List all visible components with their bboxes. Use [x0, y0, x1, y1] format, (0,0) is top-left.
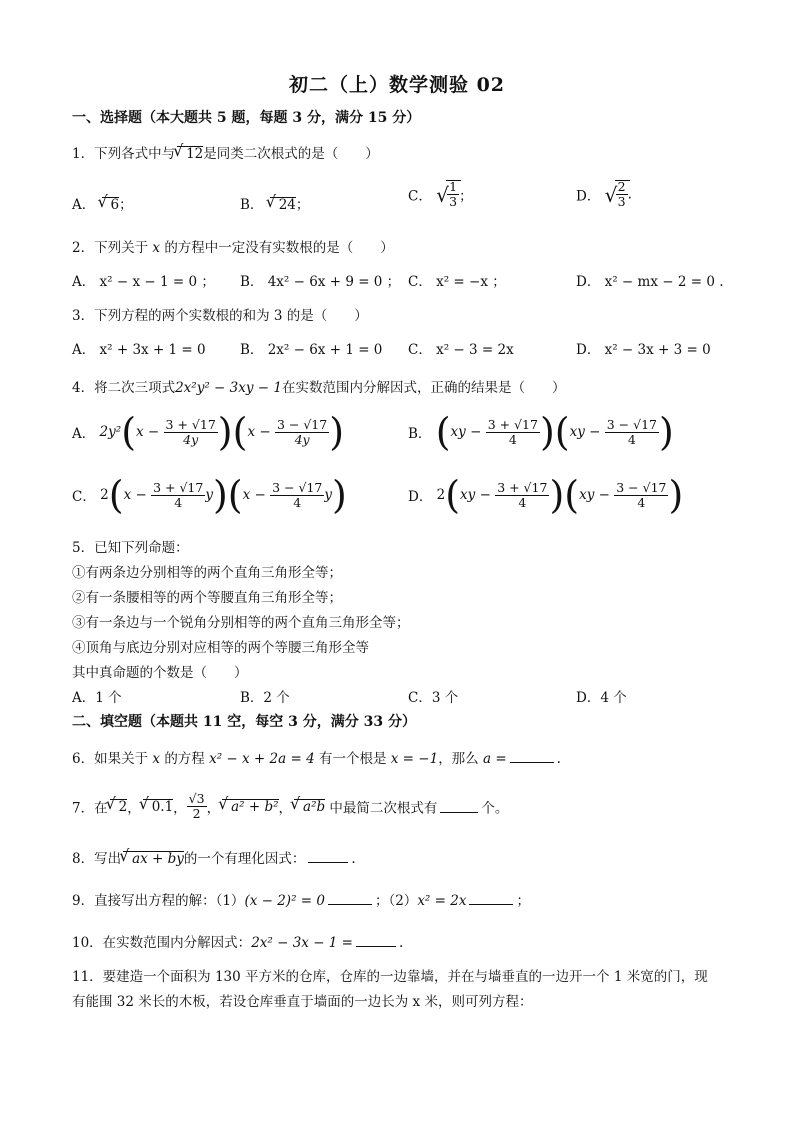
q1-stem-post: 是同类二次根式的是（ ） — [203, 146, 379, 162]
q6 — [72, 747, 561, 767]
q10-expression: 2x² − 3x − 1 = — [251, 935, 353, 951]
fraction-denominator: 4y — [183, 431, 199, 447]
q7-post: 中最简二次根式有 — [329, 800, 438, 817]
option-label: C． — [72, 489, 96, 505]
section-1-heading: 一、选择题（本大题共 5 题，每题 3 分，满分 15 分） — [72, 110, 421, 126]
q5-statement-3: ③有一条边与一个锐角分别相等的两个直角三角形全等； — [72, 615, 410, 631]
q5-ask: 其中真命题的个数是（ ） — [72, 665, 248, 681]
q5-option-c[interactable]: C．3 个 — [408, 690, 459, 706]
q4-option-c[interactable]: C． 2(x − $\frac{3 + √17}{4}$ y)(x − $\frac{3 - √17}{4}$ y) — [72, 473, 347, 517]
q4-expression: 2x²y² − 3xy − 1 — [175, 380, 282, 396]
factor-variable: xy − — [579, 487, 610, 503]
q9 — [72, 889, 530, 909]
option-punct: ； — [459, 188, 473, 205]
q1-stem-radical: √ 12 — [177, 146, 203, 162]
q8 — [72, 847, 356, 867]
fraction-denominator: 3 — [617, 194, 626, 209]
q3-option-d[interactable]: D． x² − 3x + 3 = 0 — [576, 342, 711, 358]
answer-blank[interactable] — [356, 934, 396, 947]
fraction-numerator: 3 − √17 — [276, 416, 328, 432]
q7-radical-4: a² + b² — [231, 798, 279, 815]
q5-option-b[interactable]: B．2 个 — [240, 690, 290, 706]
answer-blank[interactable] — [510, 750, 554, 763]
fraction-denominator: 2 — [192, 806, 201, 821]
q6-pre: 6．如果关于 — [72, 751, 149, 767]
q4-c-coefficient: 2 — [100, 487, 109, 503]
q3-stem: 3．下列方程的两个实数根的和为 3 的是（ ） — [72, 308, 368, 324]
fraction-denominator: 4 — [508, 431, 517, 447]
q6-post: ，那么 — [438, 751, 479, 767]
fraction-numerator: 3 + √17 — [487, 416, 538, 432]
q7 — [72, 792, 508, 821]
q6-mid: 的方程 — [164, 751, 205, 767]
factor-variable: xy − — [460, 487, 491, 503]
q2-option-d[interactable]: D． x² − mx − 2 = 0 . — [576, 274, 724, 290]
q10-pre: 10．在实数范围内分解因式： — [72, 935, 252, 951]
q8-end: . — [351, 851, 356, 867]
q5-statement-2: ②有一条腰相等的两个等腰直角三角形全等； — [72, 590, 342, 606]
factor-variable: xy − — [450, 424, 482, 440]
answer-blank[interactable] — [308, 850, 348, 863]
separator: ， — [173, 800, 187, 817]
q9-equation-1: (x − 2)² = 0 — [244, 893, 325, 909]
answer-blank[interactable] — [469, 892, 513, 905]
q3-option-a[interactable]: A． x² + 3x + 1 = 0 — [72, 342, 206, 358]
fraction-denominator: 4 — [637, 494, 646, 510]
q7-radical-2: √ 0.1 — [143, 799, 173, 815]
fraction-denominator: 4y — [294, 431, 310, 447]
q5-statement-4: ④顶角与底边分别对应相等的两个等腰三角形全等 — [72, 640, 369, 656]
fraction-numerator: 3 − √17 — [606, 416, 657, 432]
q2-stem-post: 的方程中一定没有实数根的是（ ） — [164, 240, 394, 256]
q7-radical-5: a²b — [303, 798, 326, 815]
fraction-denominator: 4 — [293, 494, 302, 510]
q3-option-b[interactable]: B． 2x² − 6x + 1 = 0 — [240, 342, 383, 358]
fraction-denominator: 3 — [449, 194, 458, 209]
fraction-numerator: 3 + √17 — [165, 416, 216, 432]
option-punct: . — [627, 186, 632, 203]
q1-stem-pre: 1．下列各式中与 — [72, 146, 176, 162]
q9-equation-2: x² = 2x — [417, 893, 467, 909]
q4-a-coefficient: 2y² — [99, 424, 122, 440]
fraction-denominator: 4 — [627, 431, 636, 447]
q2-stem-pre: 2．下列关于 — [72, 240, 149, 256]
q7-end: 个。 — [481, 800, 509, 817]
fraction-numerator: 1 — [449, 179, 458, 194]
q4-stem-post: 在实数范围内分解因式，正确的结果是（ ） — [281, 380, 566, 396]
separator: ， — [278, 800, 293, 817]
q8-pre: 8．写出 — [72, 851, 122, 867]
q1-option-a[interactable] — [72, 193, 133, 213]
fraction-numerator: 3 − √17 — [616, 479, 667, 495]
q4-d-coefficient: 2 — [436, 487, 446, 503]
option-label: D． — [576, 188, 601, 205]
factor-variable: x − — [136, 424, 160, 440]
factor-variable: x − — [242, 487, 266, 503]
q6-variable: x — [152, 751, 161, 767]
q1-option-d[interactable] — [576, 180, 632, 209]
q6-equation: x² − x + 2a = 4 — [209, 751, 315, 767]
page-title: 初二（上）数学测验 02 — [288, 74, 506, 96]
q8-radical: ax + by — [132, 851, 184, 867]
q2-variable: x — [152, 240, 161, 256]
fraction-numerator: 2 — [617, 179, 626, 194]
q10 — [72, 931, 403, 951]
q2-option-c[interactable]: C． x² = −x ； — [408, 274, 506, 290]
option-label: A． — [72, 197, 96, 213]
q4-stem-pre: 4．将二次三项式 — [72, 380, 176, 396]
option-punct: ； — [119, 197, 133, 213]
answer-blank[interactable] — [328, 892, 372, 905]
q2-option-a[interactable]: A． x² − x − 1 = 0 ； — [72, 274, 215, 290]
q5-stem: 5．已知下列命题： — [72, 540, 189, 556]
separator: ， — [206, 800, 221, 817]
fraction-denominator: 4 — [518, 494, 527, 510]
q9-mid: ；（2） — [374, 893, 418, 909]
option-label: C． — [408, 188, 432, 205]
q1-d-radical: √ $\frac{2}{3}$ — [605, 180, 628, 209]
factor-variable: y — [205, 487, 213, 503]
q4-option-a[interactable]: A． 2y²(x − $\frac{3 + √17}{4y}$ )(x − $\frac{3 - √17}{4y}$ ) — [72, 410, 345, 454]
q6-end: . — [556, 751, 561, 767]
fraction-numerator: 3 + √17 — [497, 479, 548, 495]
q7-pre: 7．在 — [72, 800, 108, 817]
q2-stem — [72, 236, 394, 256]
answer-blank[interactable] — [440, 800, 478, 813]
q1-option-c[interactable] — [408, 180, 473, 209]
option-label: A． — [72, 426, 96, 442]
q4-option-d[interactable]: D． 2(xy − $\frac{3 + √17}{4}$ )(xy − $\frac{3 - √17}{4}$ ) — [408, 473, 684, 517]
option-punct: ； — [295, 197, 310, 213]
factor-variable: x − — [123, 487, 147, 503]
q11-line-2: 有能围 32 米长的木板，若设仓库垂直于墙面的一边长为 x 米，则可列方程： — [72, 994, 533, 1010]
q4-option-b[interactable]: B． (xy − $\frac{3 + √17}{4}$ )(xy − $\frac{3 - √17}{4}$ ) — [408, 410, 674, 454]
option-label: D． — [408, 489, 433, 505]
q6-ask: a = — [482, 751, 507, 767]
q1-option-b[interactable] — [240, 193, 309, 213]
q5-option-a[interactable]: A．1 个 — [72, 690, 122, 706]
q1-stem — [72, 142, 379, 162]
separator: ， — [127, 800, 141, 817]
q2-option-b[interactable]: B． 4x² − 6x + 9 = 0 ； — [240, 274, 401, 290]
q5-statement-1: ①有两条边分别相等的两个直角三角形全等； — [72, 565, 342, 581]
fraction-numerator: 3 − √17 — [272, 479, 323, 495]
fraction-numerator: 3 + √17 — [153, 479, 204, 495]
option-label: B． — [240, 197, 264, 213]
q10-end: . — [399, 935, 404, 951]
factor-variable: xy − — [569, 424, 601, 440]
factor-variable: x − — [247, 424, 271, 440]
option-label: B． — [408, 426, 432, 442]
q8-post: 的一个有理化因式： — [183, 851, 306, 867]
q4-stem — [72, 376, 565, 396]
q1-c-radical: √ $\frac{1}{3}$ — [436, 180, 459, 209]
q5-option-d[interactable]: D．4 个 — [576, 690, 627, 706]
q3-option-c[interactable]: C． x² − 3 = 2x — [408, 342, 514, 358]
factor-variable: y — [324, 487, 333, 503]
q9-pre: 9．直接写出方程的解：（1） — [72, 893, 245, 909]
section-2-heading: 二、填空题（本题共 11 空，每空 3 分，满分 33 分） — [72, 714, 416, 730]
q9-end: ； — [516, 893, 530, 909]
q11-line-1: 11．要建造一个面积为 130 平方米的仓库，仓库的一边靠墙，并在与墙垂直的一边开一个 1 米宽的门，现 — [72, 969, 708, 985]
fraction-numerator: √3 — [188, 791, 205, 806]
q1-a-radical: √ 6 — [102, 197, 120, 213]
q6-root: x = −1 — [390, 751, 439, 767]
q1-b-radical: √ 24 — [270, 197, 296, 213]
q7-radical-1: √ 2 — [110, 799, 128, 815]
q6-mid2: 有一个根是 — [318, 751, 387, 767]
fraction-denominator: 4 — [174, 494, 183, 510]
